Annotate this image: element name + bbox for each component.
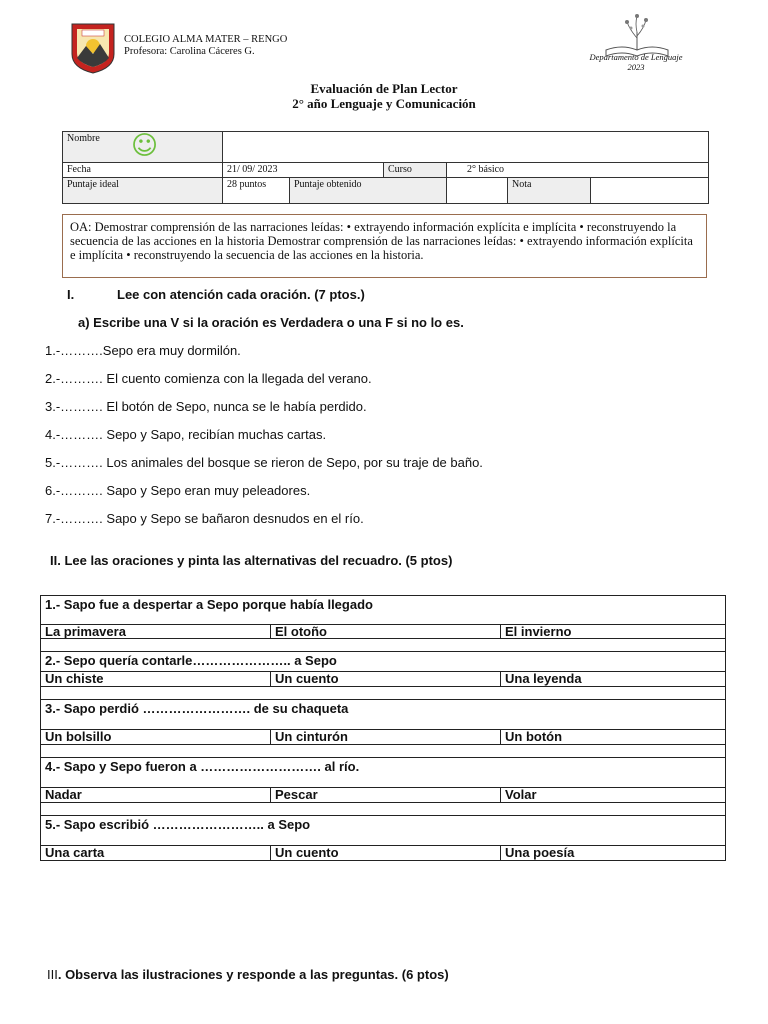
nombre-label: Nombre <box>67 133 100 144</box>
true-false-item: 7.-………. Sapo y Sepo se bañaron desnudos en el río. <box>45 511 364 526</box>
section-2-title: II. Lee las oraciones y pinta las alternativas del recuadro. (5 ptos) <box>50 553 453 568</box>
option-cell[interactable]: Un cuento <box>270 672 500 686</box>
puntaje-ideal-label: Puntaje ideal <box>62 177 223 204</box>
learning-objective-box <box>62 214 707 278</box>
page-title <box>0 82 768 111</box>
question-row <box>40 651 726 671</box>
teacher-name: Profesora: Carolina Cáceres G. <box>124 46 255 57</box>
options-row <box>40 729 726 744</box>
question-text: 2.- Sepo quería contarle………………….. a Sepo <box>45 653 337 668</box>
spacer-row <box>40 638 726 651</box>
option-cell[interactable]: Nadar <box>45 787 82 802</box>
alternatives-table <box>40 595 726 861</box>
options-row <box>40 845 726 861</box>
question-row <box>40 815 726 845</box>
department-name: Departamento de Lenguaje <box>589 52 683 62</box>
option-cell[interactable]: Un bolsillo <box>45 729 112 744</box>
school-name: COLEGIO ALMA MATER – RENGO <box>124 34 288 45</box>
true-false-item: 1.-……….Sepo era muy dormilón. <box>45 343 241 358</box>
question-row <box>40 757 726 787</box>
section-1-number: I. <box>67 287 75 302</box>
spacer-row <box>40 744 726 757</box>
curso-value: 2° básico <box>446 162 709 178</box>
option-cell[interactable]: Un botón <box>500 730 725 744</box>
option-cell[interactable]: Una leyenda <box>500 672 725 686</box>
option-cell[interactable]: Una carta <box>45 845 105 860</box>
question-text: 3.- Sapo perdió ……………………. de su chaqueta <box>45 701 349 716</box>
nota-input[interactable] <box>590 177 709 204</box>
option-cell[interactable]: Un cinturón <box>270 730 500 744</box>
options-row <box>40 671 726 686</box>
true-false-item: 6.-………. Sapo y Sepo eran muy peleadores. <box>45 483 311 498</box>
section-3-heading <box>47 967 449 982</box>
option-cell[interactable]: Volar <box>500 788 725 802</box>
true-false-item: 4.-………. Sepo y Sapo, recibían muchas cartas. <box>45 427 327 442</box>
nota-label: Nota <box>507 177 591 204</box>
puntaje-ideal-value: 28 puntos <box>222 177 290 204</box>
puntaje-obtenido-input[interactable] <box>446 177 508 204</box>
fecha-value: 21/ 09/ 2023 <box>222 162 384 178</box>
option-cell[interactable]: La primavera <box>45 624 126 639</box>
student-info-table <box>62 131 709 204</box>
title-line-1: Evaluación de Plan Lector <box>310 81 458 96</box>
true-false-item: 2.-………. El cuento comienza con la llegada del verano. <box>45 371 372 386</box>
true-false-item: 3.-………. El botón de Sepo, nunca se le había perdido. <box>45 399 367 414</box>
school-crest-logo <box>68 18 118 74</box>
section-1-instruction: a) Escribe una V si la oración es Verdadera o una F si no lo es. <box>78 315 464 330</box>
spacer-row <box>40 802 726 815</box>
nombre-label-cell <box>62 131 223 163</box>
department-year: 2023 <box>627 62 645 72</box>
option-cell[interactable]: Un cuento <box>270 846 500 860</box>
section-3-title: . Observa las ilustraciones y responde a las preguntas. (6 ptos) <box>57 967 449 982</box>
nombre-input[interactable] <box>222 131 709 163</box>
question-text: 4.- Sapo y Sepo fueron a ………………………. al río. <box>45 759 360 774</box>
section-3-number: III <box>47 967 58 982</box>
section-1-title: Lee con atención cada oración. (7 ptos.) <box>117 287 365 302</box>
title-line-2: 2° año Lenguaje y Comunicación <box>292 95 476 111</box>
fecha-label: Fecha <box>62 162 223 178</box>
question-text: 5.- Sapo escribió …………………….. a Sepo <box>45 817 311 832</box>
options-row <box>40 624 726 638</box>
puntaje-obtenido-label: Puntaje obtenido <box>289 177 447 204</box>
question-row <box>40 595 726 624</box>
option-cell[interactable]: El invierno <box>500 625 725 638</box>
curso-label: Curso <box>383 162 447 178</box>
options-row <box>40 787 726 802</box>
option-cell[interactable]: El otoño <box>270 625 500 638</box>
question-row <box>40 699 726 729</box>
spacer-row <box>40 686 726 699</box>
option-cell[interactable]: Una poesía <box>500 846 725 860</box>
option-cell[interactable]: Pescar <box>270 788 500 802</box>
smiley-icon: ☺ <box>131 131 159 161</box>
option-cell[interactable]: Un chiste <box>45 671 104 686</box>
department-caption <box>564 52 708 72</box>
school-info <box>124 34 287 58</box>
learning-objective-text: OA: Demostrar comprensión de las narraciones leídas: • extrayendo información explícita e implícita • reconstruyendo la secuencia de las acciones en la historia Demostrar comprensión de las narraciones leídas: • extrayendo información explícita e implícita • reconstruyendo la secuencia de las acciones en la historia. <box>70 220 693 262</box>
true-false-item: 5.-………. Los animales del bosque se rieron de Sepo, por su traje de baño. <box>45 455 483 470</box>
question-text: 1.- Sapo fue a despertar a Sepo porque había llegado <box>45 597 373 612</box>
